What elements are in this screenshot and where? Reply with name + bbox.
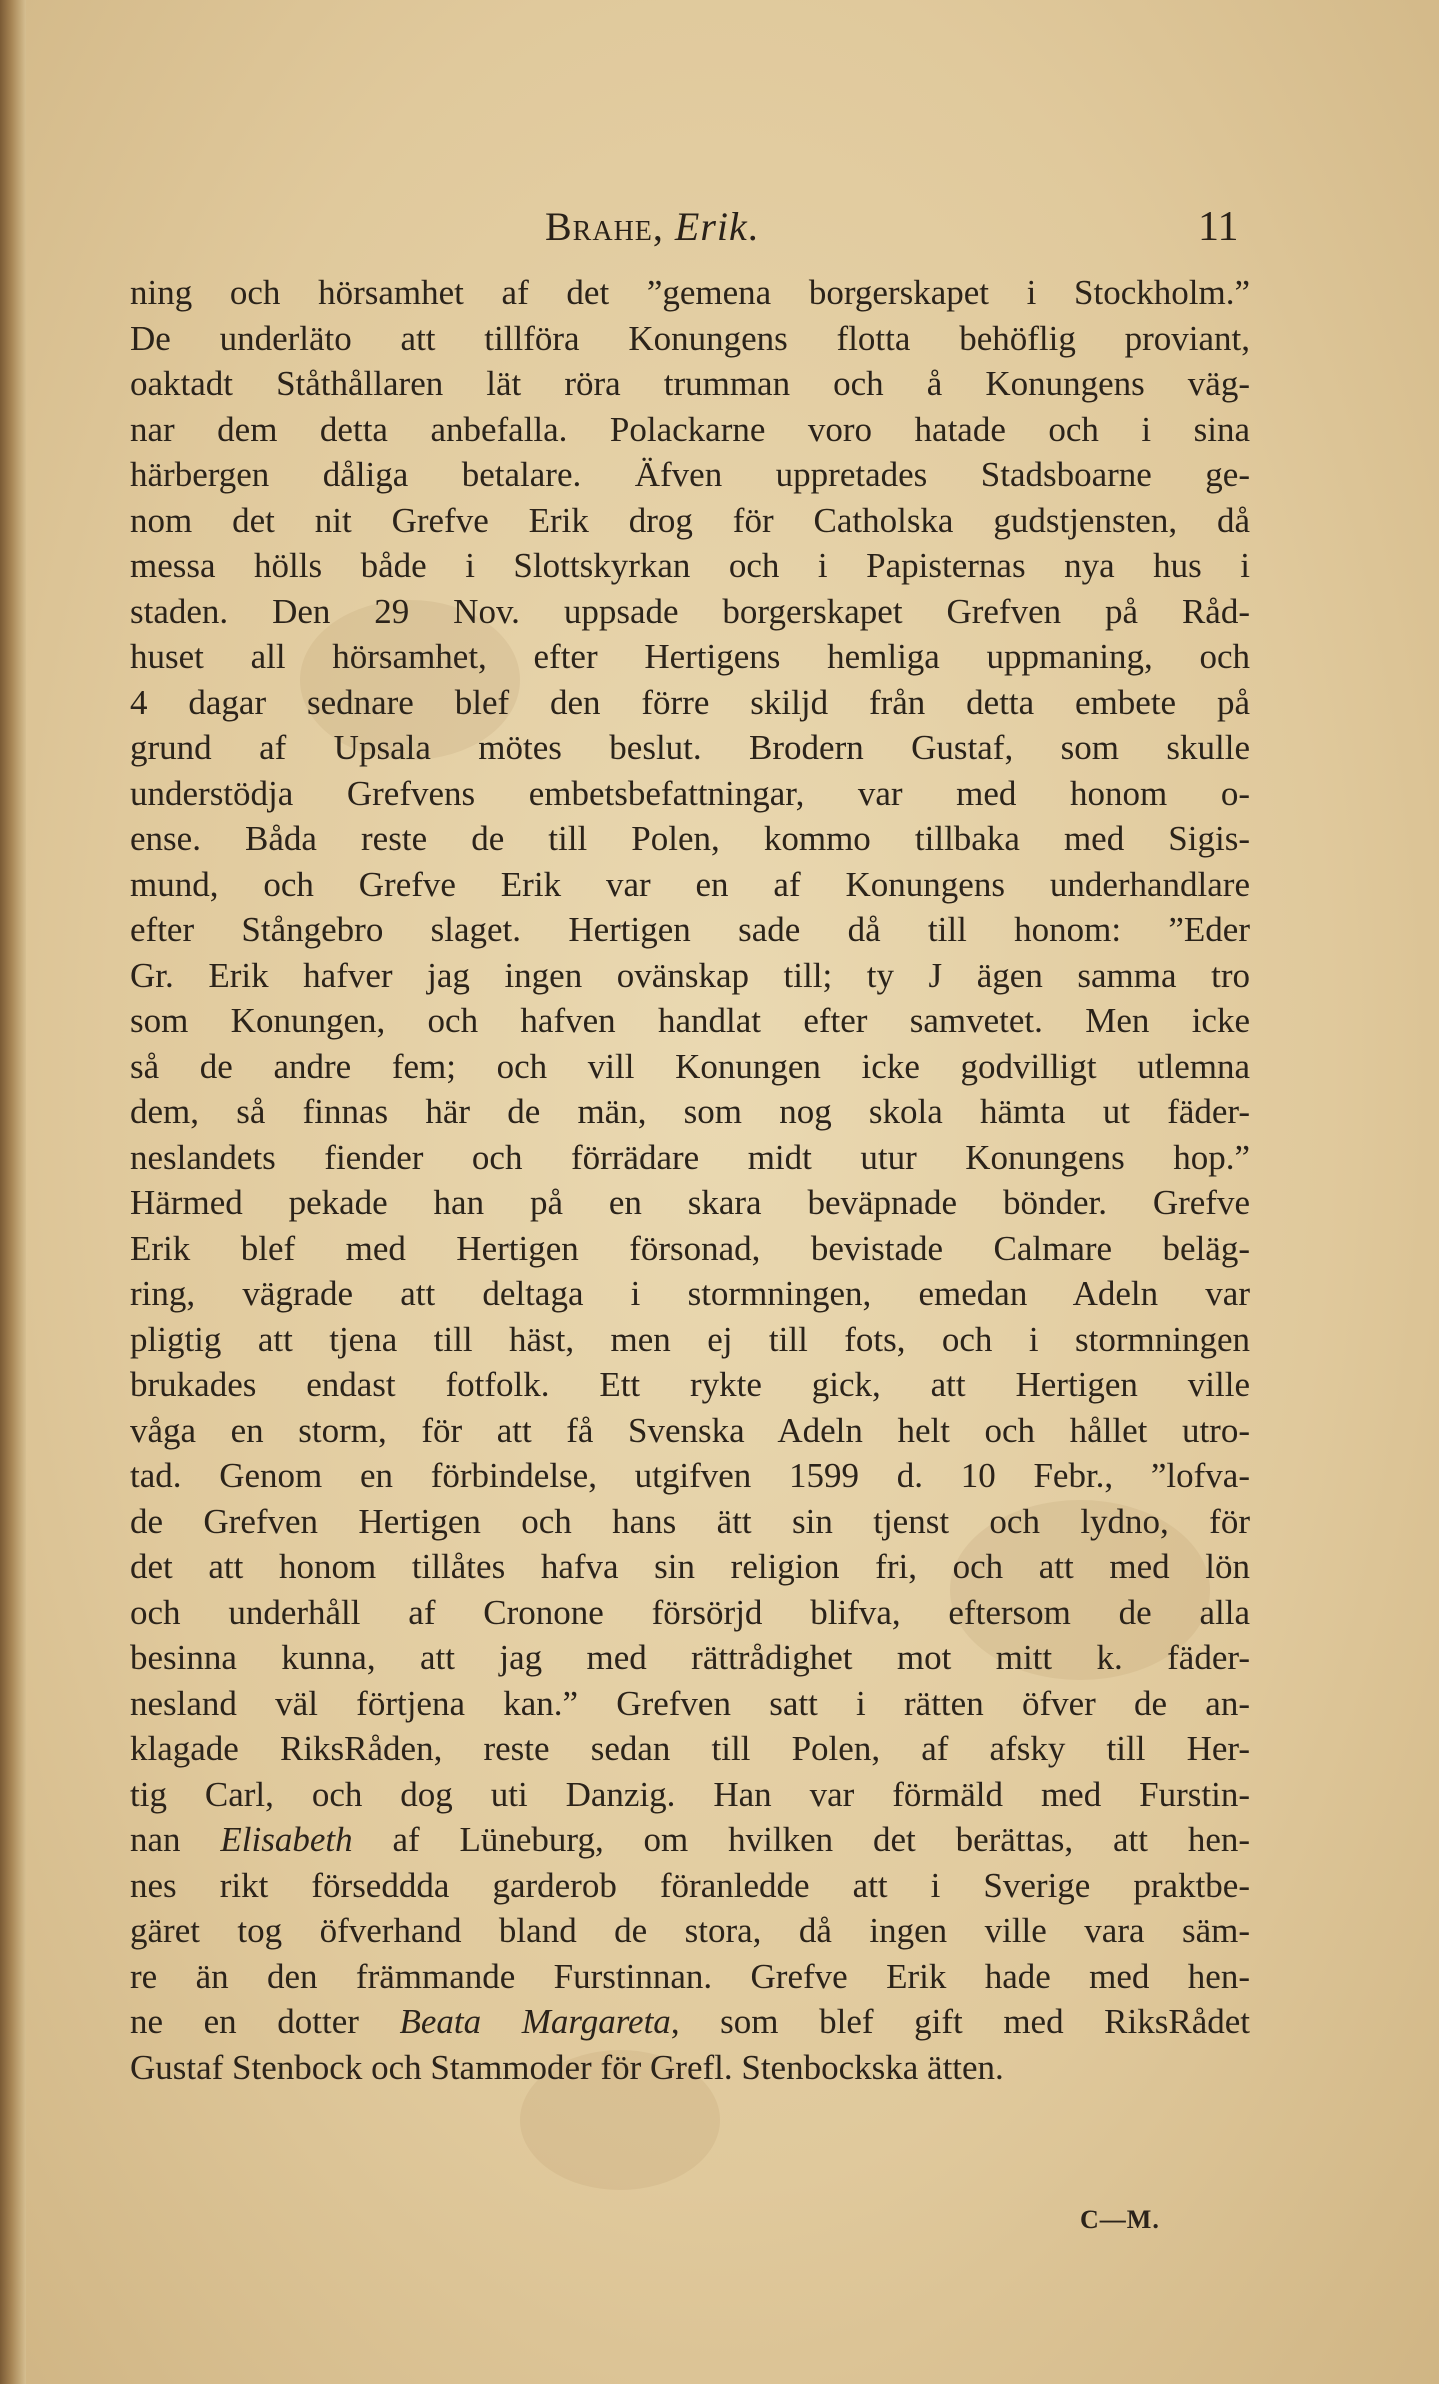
body-text xyxy=(130,270,1250,2090)
text-line: staden. Den 29 Nov. uppsade borgerskapet Grefven på Råd- xyxy=(130,591,1250,631)
text-line: mund, och Grefve Erik var en af Konungens underhandlare xyxy=(130,864,1250,904)
text-line-last: Gustaf Stenbock och Stammoder för Grefl. Stenbockska ätten. xyxy=(130,2047,1004,2087)
text-line: brukades endast fotfolk. Ett rykte gick, att Hertigen ville xyxy=(130,1365,1250,1404)
page-spine-shadow xyxy=(0,0,26,2384)
text-line: oaktadt Ståthållaren lät röra trumman och å Konungens väg- xyxy=(130,364,1250,403)
name-elisabeth: Elisabeth xyxy=(220,1820,353,1859)
text-line: messa hölls både i Slottskyrkan och i Papisternas nya hus i xyxy=(130,546,1250,585)
text-line: det att honom tillåtes hafva sin religion fri, och att med lön xyxy=(130,1547,1250,1586)
text-line: gäret tog öfverhand bland de stora, då ingen ville vara säm- xyxy=(130,1911,1250,1950)
text-line: Härmed pekade han på en skara beväpnade bönder. Grefve xyxy=(130,1183,1250,1222)
text-line: efter Stångebro slaget. Hertigen sade då till honom: ”Eder xyxy=(130,910,1250,949)
running-head-surname: Brahe xyxy=(545,204,653,249)
text-line: re än den främmande Furstinnan. Grefve Erik hade med hen- xyxy=(130,1956,1250,1996)
text-line-elisabeth xyxy=(130,1817,1250,1863)
text-line: som Konungen, och hafven handlat efter samvetet. Men icke xyxy=(130,1001,1250,1040)
text-line: klagade RiksRåden, reste sedan till Polen, af afsky till Her- xyxy=(130,1729,1250,1768)
text-line: Gr. Erik hafver jag ingen ovänskap till; ty J ägen samma tro xyxy=(130,955,1250,995)
text-line: ense. Båda reste de till Polen, kommo tillbaka med Sigis- xyxy=(130,819,1250,858)
text-line: nom det nit Grefve Erik drog för Catholska gudstjensten, då xyxy=(130,500,1250,540)
text-line: nar dem detta anbefalla. Polackarne voro hatade och i sina xyxy=(130,409,1250,449)
text-line: nes rikt förseddda garderob föranledde att i Sverige praktbe- xyxy=(130,1865,1250,1905)
page-number: 11 xyxy=(1198,204,1239,250)
text-line: understödja Grefvens embetsbefattningar, var med honom o- xyxy=(130,773,1250,813)
running-head: Brahe, Erik. xyxy=(545,204,759,249)
text-line-beata xyxy=(130,1999,1250,2045)
text-line: tig Carl, och dog uti Danzig. Han var förmäld med Furstin- xyxy=(130,1774,1250,1814)
text-line: dem, så finnas här de män, som nog skola hämta ut fäder- xyxy=(130,1092,1250,1131)
text-line: pligtig att tjena till häst, men ej till fots, och i stormningen xyxy=(130,1319,1250,1359)
text-line: härbergen dåliga betalare. Äfven uppretades Stadsboarne ge- xyxy=(130,455,1250,494)
name-beata-margareta: Beata Margareta xyxy=(399,2002,671,2041)
text-line: tad. Genom en förbindelse, utgifven 1599 d. 10 Febr., ”lofva- xyxy=(130,1456,1250,1495)
text-line: och underhåll af Cronone försörjd blifva, eftersom de alla xyxy=(130,1592,1250,1632)
text-line: ring, vägrade att deltaga i stormningen, emedan Adeln var xyxy=(130,1274,1250,1313)
text-line: besinna kunna, att jag med rättrådighet mot mitt k. fäder- xyxy=(130,1638,1250,1677)
line-suffix: , som blef gift med RiksRådet xyxy=(670,2002,1250,2041)
text-line: våga en storm, för att få Svenska Adeln helt och hållet utro- xyxy=(130,1410,1250,1450)
text-line: De underläto att tillföra Konungens flotta behöflig proviant, xyxy=(130,318,1250,358)
text-line: 4 dagar sednare blef den förre skiljd från detta embete på xyxy=(130,682,1250,722)
text-line: ning och hörsamhet af det ”gemena borgerskapet i Stockholm.” xyxy=(130,273,1250,312)
text-line: neslandets fiender och förrädare midt utur Konungens hop.” xyxy=(130,1137,1250,1177)
text-line: så de andre fem; och vill Konungen icke godvilligt utlemna xyxy=(130,1046,1250,1086)
line-prefix: ne en dotter xyxy=(130,2002,359,2041)
author-signature: C—M. xyxy=(1080,2205,1160,2234)
running-head-forename: Erik xyxy=(674,204,748,249)
text-line: de Grefven Hertigen och hans ätt sin tjenst och lydno, för xyxy=(130,1501,1250,1541)
text-line: nesland väl förtjena kan.” Grefven satt i rätten öfver de an- xyxy=(130,1683,1250,1723)
text-line: huset all hörsamhet, efter Hertigens hemliga uppmaning, och xyxy=(130,637,1250,676)
page-header xyxy=(0,203,1439,263)
text-line: Erik blef med Hertigen försonad, bevistade Calmare beläg- xyxy=(130,1228,1250,1268)
line-prefix: nan xyxy=(130,1820,181,1859)
text-line: grund af Upsala mötes beslut. Brodern Gustaf, som skulle xyxy=(130,728,1250,767)
line-suffix: af Lüneburg, om hvilken det berättas, att hen- xyxy=(392,1820,1250,1859)
